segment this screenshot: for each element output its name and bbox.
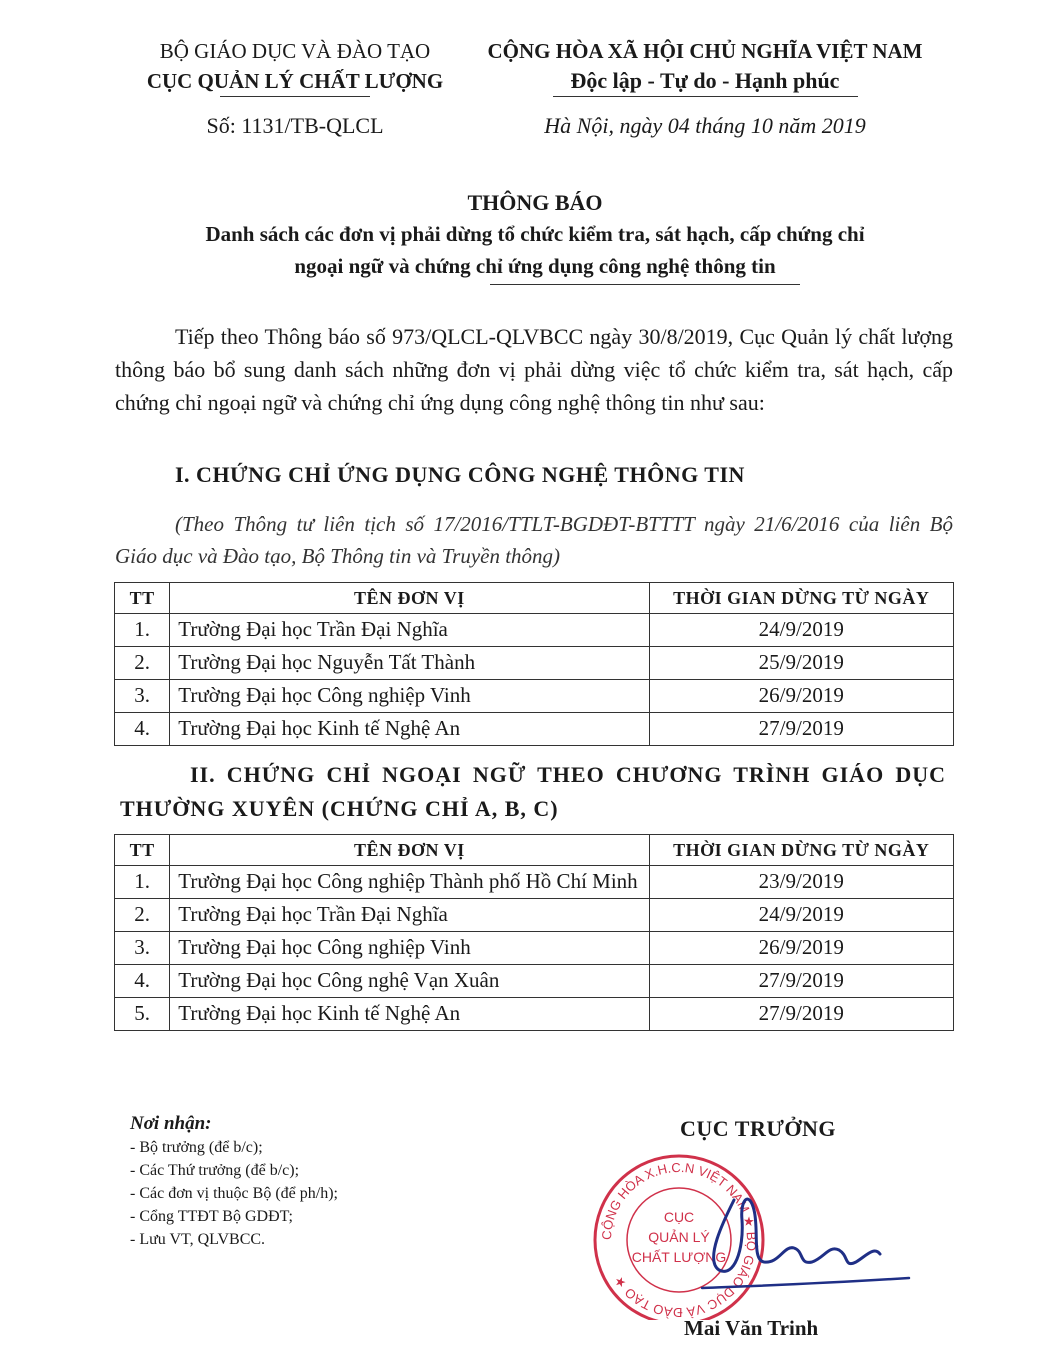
- signer-role: CỤC TRƯỞNG: [680, 1116, 836, 1141]
- recipient-item: - Cổng TTĐT Bộ GDĐT;: [130, 1208, 293, 1225]
- table-header-row: [115, 835, 954, 866]
- table-header-row: [115, 583, 954, 614]
- section-1-note: (Theo Thông tư liên tịch số 17/2016/TTLT-BGDĐT-BTTTT ngày 21/6/2016 của liên Bộ Giáo dục và Đào tạo, Bộ Thông tin và Truyền thông): [115, 512, 953, 568]
- table-row: [115, 614, 954, 647]
- handwritten-signature-icon: [702, 1199, 909, 1288]
- row-tt: 1.: [115, 614, 170, 647]
- issuer-block: [120, 36, 470, 139]
- department-underline: [220, 96, 370, 97]
- row-tt: 4.: [115, 965, 170, 998]
- table-row: [115, 713, 954, 746]
- row-name: Trường Đại học Kinh tế Nghệ An: [170, 998, 649, 1031]
- row-name: Trường Đại học Trần Đại Nghĩa: [170, 614, 649, 647]
- table-row: [115, 899, 954, 932]
- row-date: 25/9/2019: [649, 647, 953, 680]
- stamp-signature-image: [584, 1150, 914, 1320]
- title-main: THÔNG BÁO: [467, 190, 603, 215]
- col-tt: TT: [115, 835, 170, 866]
- section-2-heading: II. CHỨNG CHỈ NGOẠI NGỮ THEO CHƯƠNG TRÌNH GIÁO DỤC THƯỜNG XUYÊN (CHỨNG CHỈ A, B, C): [120, 762, 946, 821]
- table-section-1: [114, 582, 954, 746]
- row-name: Trường Đại học Công nghiệp Vinh: [170, 932, 649, 965]
- recipient-item: - Bộ trưởng (để b/c);: [130, 1139, 263, 1156]
- motto-underline: [553, 96, 858, 97]
- place-date: Hà Nội, ngày 04 tháng 10 năm 2019: [544, 113, 866, 138]
- table-row: [115, 866, 954, 899]
- col-date: THỜI GIAN DỪNG TỪ NGÀY: [649, 583, 953, 614]
- stamp-center-1: CỤC: [663, 1209, 695, 1225]
- recipients-block: [130, 1112, 530, 1251]
- row-tt: 1.: [115, 866, 170, 899]
- row-date: 27/9/2019: [649, 998, 953, 1031]
- stamp-ring-text: CỘNG HÒA X.H.C.N VIỆT NAM ★ BỘ GIÁO DỤC VÀ ĐÀO TẠO ★: [598, 1159, 760, 1320]
- stamp-center-3: CHẤT LƯỢNG: [631, 1249, 727, 1265]
- row-tt: 2.: [115, 647, 170, 680]
- row-name: Trường Đại học Kinh tế Nghệ An: [170, 713, 649, 746]
- title-line-1: Danh sách các đơn vị phải dừng tổ chức kiểm tra, sát hạch, cấp chứng chỉ: [205, 222, 865, 246]
- signer-name: Mai Văn Trinh: [684, 1316, 819, 1340]
- col-date: THỜI GIAN DỪNG TỪ NGÀY: [649, 835, 953, 866]
- national-heading: [470, 36, 940, 139]
- stamp-center-2: QUẢN LÝ: [648, 1229, 710, 1245]
- recipient-item: - Các Thứ trưởng (để b/c);: [130, 1162, 300, 1179]
- table-row: [115, 932, 954, 965]
- row-name: Trường Đại học Công nghệ Vạn Xuân: [170, 965, 649, 998]
- country-name: CỘNG HÒA XÃ HỘI CHỦ NGHĨA VIỆT NAM: [487, 39, 923, 63]
- row-date: 26/9/2019: [649, 932, 953, 965]
- row-date: 24/9/2019: [649, 899, 953, 932]
- col-name: TÊN ĐƠN VỊ: [170, 583, 649, 614]
- row-name: Trường Đại học Nguyễn Tất Thành: [170, 647, 649, 680]
- intro-paragraph: Tiếp theo Thông báo số 973/QLCL-QLVBCC ngày 30/8/2019, Cục Quản lý chất lượng thông báo bổ sung danh sách những đơn vị phải dừng việc tổ chức kiểm tra, sát hạch, cấp chứng chỉ ngoại ngữ và chứng chỉ ứng dụng công nghệ thông tin như sau:: [115, 324, 953, 415]
- document-title: [110, 188, 960, 285]
- recipients-label: Nơi nhận:: [130, 1113, 212, 1134]
- official-stamp-icon: [595, 1156, 763, 1320]
- row-date: 23/9/2019: [649, 866, 953, 899]
- title-underline: [490, 284, 800, 285]
- table-row: [115, 680, 954, 713]
- row-tt: 3.: [115, 932, 170, 965]
- motto: Độc lập - Tự do - Hạnh phúc: [570, 68, 840, 93]
- row-date: 24/9/2019: [649, 614, 953, 647]
- row-tt: 5.: [115, 998, 170, 1031]
- table-row: [115, 647, 954, 680]
- row-name: Trường Đại học Công nghiệp Vinh: [170, 680, 649, 713]
- table-row: [115, 998, 954, 1031]
- section-1-heading: I. CHỨNG CHỈ ỨNG DỤNG CÔNG NGHỆ THÔNG TIN: [175, 462, 745, 487]
- ministry-name: BỘ GIÁO DỤC VÀ ĐÀO TẠO: [159, 39, 431, 63]
- recipient-item: - Các đơn vị thuộc Bộ (để ph/h);: [130, 1185, 338, 1202]
- row-date: 26/9/2019: [649, 680, 953, 713]
- row-name: Trường Đại học Trần Đại Nghĩa: [170, 899, 649, 932]
- row-date: 27/9/2019: [649, 965, 953, 998]
- row-tt: 2.: [115, 899, 170, 932]
- row-date: 27/9/2019: [649, 713, 953, 746]
- table-section-2: [114, 834, 954, 1031]
- department-name: CỤC QUẢN LÝ CHẤT LƯỢNG: [146, 69, 444, 93]
- col-name: TÊN ĐƠN VỊ: [170, 835, 649, 866]
- table-row: [115, 965, 954, 998]
- recipient-item: - Lưu VT, QLVBCC.: [130, 1231, 266, 1248]
- row-tt: 3.: [115, 680, 170, 713]
- col-tt: TT: [115, 583, 170, 614]
- row-tt: 4.: [115, 713, 170, 746]
- document-number: Số: 1131/TB-QLCL: [206, 113, 384, 138]
- row-name: Trường Đại học Công nghiệp Thành phố Hồ Chí Minh: [170, 866, 649, 899]
- title-line-2: ngoại ngữ và chứng chỉ ứng dụng công nghệ thông tin: [294, 254, 776, 278]
